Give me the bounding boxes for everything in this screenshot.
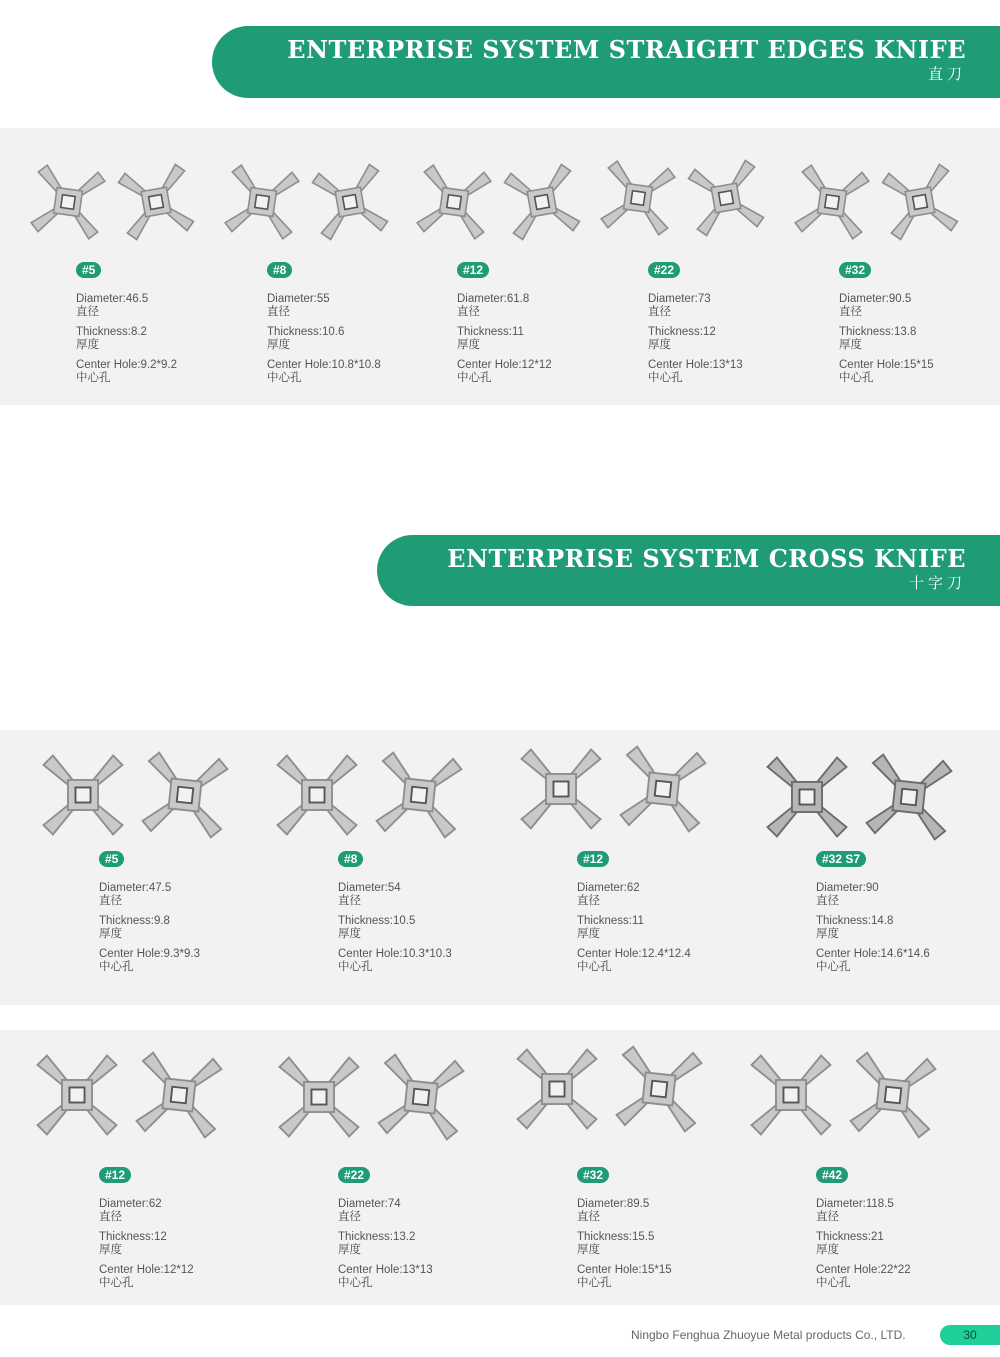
spec-center-hole-label-cn: 中心孔 bbox=[577, 961, 612, 973]
spec-diameter-value: Diameter:74 bbox=[338, 1198, 401, 1210]
size-badge: #8 bbox=[267, 262, 292, 278]
spec-diameter bbox=[816, 1198, 911, 1224]
spec-center-hole-value: Center Hole:22*22 bbox=[816, 1264, 911, 1276]
spec-diameter-label-cn: 直径 bbox=[338, 895, 361, 907]
spec-diameter-label-cn: 直径 bbox=[99, 1211, 122, 1223]
spec-thickness bbox=[577, 1231, 672, 1257]
spec-diameter bbox=[839, 293, 934, 319]
spec-thickness-value: Thickness:11 bbox=[577, 915, 644, 927]
spec-center-hole bbox=[267, 359, 381, 385]
size-badge: #5 bbox=[99, 851, 124, 867]
spec-list bbox=[338, 1198, 433, 1297]
spec-list bbox=[99, 882, 200, 981]
spec-list bbox=[577, 882, 691, 981]
spec-list bbox=[816, 1198, 911, 1297]
section-banner-straight bbox=[212, 26, 1000, 98]
knife-icon bbox=[862, 750, 956, 844]
spec-center-hole-label-cn: 中心孔 bbox=[577, 1277, 612, 1289]
spec-thickness-value: Thickness:10.5 bbox=[338, 915, 416, 927]
spec-center-hole-label-cn: 中心孔 bbox=[267, 372, 302, 384]
knife-icon bbox=[612, 1042, 706, 1136]
spec-diameter-value: Diameter:118.5 bbox=[816, 1198, 894, 1210]
spec-center-hole bbox=[338, 1264, 433, 1290]
spec-center-hole bbox=[338, 948, 452, 974]
spec-thickness-value: Thickness:10.6 bbox=[267, 326, 345, 338]
spec-center-hole bbox=[648, 359, 743, 385]
spec-diameter-label-cn: 直径 bbox=[577, 895, 600, 907]
spec-diameter bbox=[267, 293, 381, 319]
spec-diameter-value: Diameter:90 bbox=[816, 882, 879, 894]
spec-diameter-label-cn: 直径 bbox=[338, 1211, 361, 1223]
size-badge: #12 bbox=[577, 851, 609, 867]
spec-thickness bbox=[338, 1231, 433, 1257]
spec-diameter-value: Diameter:47.5 bbox=[99, 882, 172, 894]
spec-center-hole bbox=[816, 1264, 911, 1290]
spec-center-hole-value: Center Hole:15*15 bbox=[839, 359, 934, 371]
spec-thickness-value: Thickness:15.5 bbox=[577, 1231, 655, 1243]
size-badge: #12 bbox=[457, 262, 489, 278]
spec-diameter-value: Diameter:46.5 bbox=[76, 293, 149, 305]
spec-thickness-label-cn: 厚度 bbox=[648, 339, 671, 351]
page-number: 30 bbox=[940, 1325, 1000, 1345]
spec-center-hole bbox=[99, 948, 200, 974]
knife-icon bbox=[792, 162, 872, 242]
spec-thickness-label-cn: 厚度 bbox=[816, 928, 839, 940]
spec-center-hole-label-cn: 中心孔 bbox=[338, 961, 373, 973]
knife-icon bbox=[310, 162, 390, 242]
spec-thickness bbox=[99, 1231, 194, 1257]
section-title: ENTERPRISE SYSTEM STRAIGHT EDGES KNIFE bbox=[287, 35, 966, 64]
spec-center-hole-label-cn: 中心孔 bbox=[99, 961, 134, 973]
spec-diameter-value: Diameter:61.8 bbox=[457, 293, 530, 305]
spec-diameter bbox=[76, 293, 177, 319]
knife-icon bbox=[598, 158, 678, 238]
spec-thickness bbox=[839, 326, 934, 352]
knife-icon bbox=[846, 1048, 940, 1142]
spec-diameter-label-cn: 直径 bbox=[816, 895, 839, 907]
spec-diameter-value: Diameter:54 bbox=[338, 882, 401, 894]
size-badge: #32 bbox=[577, 1167, 609, 1183]
spec-thickness-value: Thickness:14.8 bbox=[816, 915, 894, 927]
spec-diameter bbox=[816, 882, 930, 908]
spec-list bbox=[267, 293, 381, 392]
spec-center-hole-label-cn: 中心孔 bbox=[76, 372, 111, 384]
spec-diameter-value: Diameter:73 bbox=[648, 293, 711, 305]
spec-thickness-label-cn: 厚度 bbox=[577, 928, 600, 940]
knife-icon bbox=[222, 162, 302, 242]
spec-diameter-label-cn: 直径 bbox=[267, 306, 290, 318]
spec-center-hole bbox=[577, 948, 691, 974]
knife-icon bbox=[744, 1048, 838, 1142]
knife-icon bbox=[686, 158, 766, 238]
spec-thickness-label-cn: 厚度 bbox=[816, 1244, 839, 1256]
spec-thickness-label-cn: 厚度 bbox=[577, 1244, 600, 1256]
spec-diameter bbox=[338, 882, 452, 908]
spec-diameter-label-cn: 直径 bbox=[76, 306, 99, 318]
spec-center-hole-value: Center Hole:12*12 bbox=[99, 1264, 194, 1276]
spec-thickness-value: Thickness:12 bbox=[648, 326, 716, 338]
spec-center-hole bbox=[816, 948, 930, 974]
size-badge: #42 bbox=[816, 1167, 848, 1183]
knife-icon bbox=[880, 162, 960, 242]
spec-thickness-label-cn: 厚度 bbox=[76, 339, 99, 351]
spec-diameter-label-cn: 直径 bbox=[457, 306, 480, 318]
spec-thickness-label-cn: 厚度 bbox=[839, 339, 862, 351]
spec-diameter-label-cn: 直径 bbox=[839, 306, 862, 318]
spec-center-hole-label-cn: 中心孔 bbox=[648, 372, 683, 384]
knife-icon bbox=[502, 162, 582, 242]
spec-center-hole bbox=[457, 359, 552, 385]
size-badge: #12 bbox=[99, 1167, 131, 1183]
spec-thickness-value: Thickness:11 bbox=[457, 326, 524, 338]
size-badge: #32 S7 bbox=[816, 851, 866, 867]
spec-center-hole-value: Center Hole:9.3*9.3 bbox=[99, 948, 201, 960]
spec-center-hole-label-cn: 中心孔 bbox=[816, 961, 851, 973]
spec-thickness-label-cn: 厚度 bbox=[99, 1244, 122, 1256]
spec-center-hole-label-cn: 中心孔 bbox=[338, 1277, 373, 1289]
spec-center-hole-label-cn: 中心孔 bbox=[457, 372, 492, 384]
spec-diameter-label-cn: 直径 bbox=[99, 895, 122, 907]
section-title: ENTERPRISE SYSTEM CROSS KNIFE bbox=[447, 544, 966, 573]
section-banner-cross bbox=[377, 535, 1000, 606]
spec-thickness bbox=[267, 326, 381, 352]
spec-list bbox=[648, 293, 743, 392]
knife-icon bbox=[36, 748, 130, 842]
spec-center-hole-value: Center Hole:10.3*10.3 bbox=[338, 948, 452, 960]
footer-company: Ningbo Fenghua Zhuoyue Metal products Co., LTD. bbox=[631, 1328, 906, 1342]
spec-center-hole-value: Center Hole:12*12 bbox=[457, 359, 552, 371]
spec-diameter bbox=[338, 1198, 433, 1224]
spec-center-hole bbox=[76, 359, 177, 385]
spec-list bbox=[839, 293, 934, 392]
size-badge: #22 bbox=[648, 262, 680, 278]
spec-center-hole-value: Center Hole:15*15 bbox=[577, 1264, 672, 1276]
size-badge: #32 bbox=[839, 262, 871, 278]
spec-thickness-label-cn: 厚度 bbox=[338, 1244, 361, 1256]
spec-center-hole-value: Center Hole:13*13 bbox=[648, 359, 743, 371]
spec-thickness-label-cn: 厚度 bbox=[99, 928, 122, 940]
knife-icon bbox=[414, 162, 494, 242]
spec-diameter-label-cn: 直径 bbox=[577, 1211, 600, 1223]
size-badge: #22 bbox=[338, 1167, 370, 1183]
spec-diameter-label-cn: 直径 bbox=[648, 306, 671, 318]
spec-center-hole-value: Center Hole:13*13 bbox=[338, 1264, 433, 1276]
spec-diameter bbox=[457, 293, 552, 319]
knife-icon bbox=[374, 1050, 468, 1144]
section-subtitle: 直刀 bbox=[927, 66, 966, 83]
size-badge: #8 bbox=[338, 851, 363, 867]
spec-diameter bbox=[99, 882, 200, 908]
spec-thickness-value: Thickness:12 bbox=[99, 1231, 167, 1243]
spec-list bbox=[816, 882, 930, 981]
spec-diameter-value: Diameter:55 bbox=[267, 293, 330, 305]
spec-thickness-label-cn: 厚度 bbox=[457, 339, 480, 351]
spec-diameter bbox=[577, 882, 691, 908]
spec-thickness bbox=[577, 915, 691, 941]
spec-center-hole-label-cn: 中心孔 bbox=[816, 1277, 851, 1289]
spec-list bbox=[457, 293, 552, 392]
spec-diameter-value: Diameter:62 bbox=[99, 1198, 162, 1210]
spec-thickness bbox=[648, 326, 743, 352]
knife-icon bbox=[28, 162, 108, 242]
spec-thickness-label-cn: 厚度 bbox=[267, 339, 290, 351]
spec-diameter-label-cn: 直径 bbox=[816, 1211, 839, 1223]
spec-thickness-value: Thickness:8.2 bbox=[76, 326, 147, 338]
spec-thickness bbox=[816, 1231, 911, 1257]
spec-thickness-value: Thickness:13.2 bbox=[338, 1231, 416, 1243]
knife-icon bbox=[372, 748, 466, 842]
knife-icon bbox=[760, 750, 854, 844]
spec-list bbox=[338, 882, 452, 981]
knife-icon bbox=[30, 1048, 124, 1142]
spec-list bbox=[577, 1198, 672, 1297]
knife-icon bbox=[138, 748, 232, 842]
spec-diameter bbox=[99, 1198, 194, 1224]
knife-icon bbox=[272, 1050, 366, 1144]
knife-icon bbox=[116, 162, 196, 242]
spec-center-hole-label-cn: 中心孔 bbox=[839, 372, 874, 384]
spec-thickness-label-cn: 厚度 bbox=[338, 928, 361, 940]
knife-icon bbox=[616, 742, 710, 836]
knife-icon bbox=[132, 1048, 226, 1142]
spec-thickness bbox=[457, 326, 552, 352]
spec-center-hole-value: Center Hole:10.8*10.8 bbox=[267, 359, 381, 371]
spec-thickness bbox=[338, 915, 452, 941]
knife-icon bbox=[270, 748, 364, 842]
spec-diameter-value: Diameter:89.5 bbox=[577, 1198, 650, 1210]
section-subtitle: 十字刀 bbox=[908, 575, 966, 592]
knife-icon bbox=[514, 742, 608, 836]
spec-list bbox=[99, 1198, 194, 1297]
spec-thickness bbox=[99, 915, 200, 941]
spec-diameter bbox=[577, 1198, 672, 1224]
spec-thickness-value: Thickness:21 bbox=[816, 1231, 884, 1243]
knife-icon bbox=[510, 1042, 604, 1136]
spec-thickness bbox=[816, 915, 930, 941]
spec-center-hole-value: Center Hole:14.6*14.6 bbox=[816, 948, 930, 960]
spec-thickness-value: Thickness:13.8 bbox=[839, 326, 917, 338]
spec-center-hole-value: Center Hole:12.4*12.4 bbox=[577, 948, 691, 960]
spec-thickness bbox=[76, 326, 177, 352]
spec-diameter-value: Diameter:90.5 bbox=[839, 293, 912, 305]
spec-center-hole-value: Center Hole:9.2*9.2 bbox=[76, 359, 178, 371]
spec-diameter bbox=[648, 293, 743, 319]
size-badge: #5 bbox=[76, 262, 101, 278]
spec-thickness-value: Thickness:9.8 bbox=[99, 915, 170, 927]
spec-center-hole-label-cn: 中心孔 bbox=[99, 1277, 134, 1289]
spec-center-hole bbox=[839, 359, 934, 385]
spec-center-hole bbox=[99, 1264, 194, 1290]
spec-center-hole bbox=[577, 1264, 672, 1290]
spec-diameter-value: Diameter:62 bbox=[577, 882, 640, 894]
spec-list bbox=[76, 293, 177, 392]
